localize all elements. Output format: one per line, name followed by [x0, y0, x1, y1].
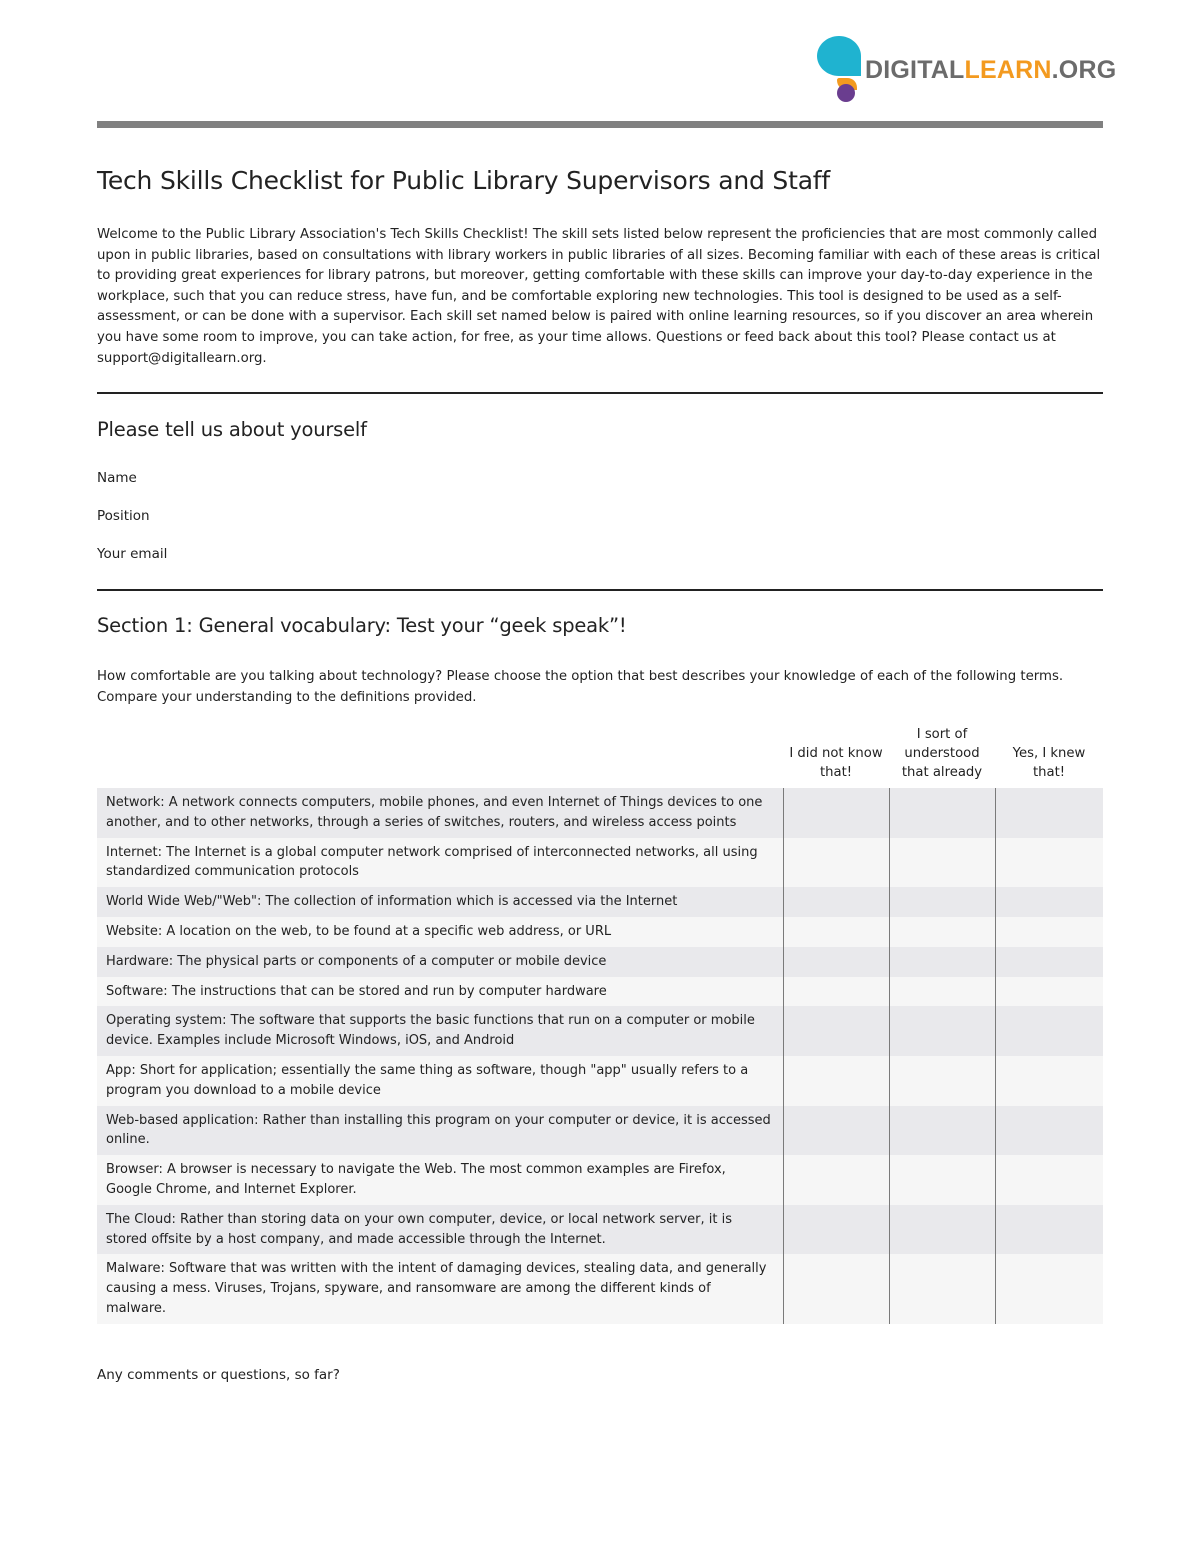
digitallearn-logo[interactable]	[817, 34, 1117, 104]
table-row	[97, 947, 1103, 977]
option-cell-yes[interactable]	[995, 1155, 1103, 1205]
option-cell-did-not-know[interactable]	[783, 917, 889, 947]
option-cell-yes[interactable]	[995, 977, 1103, 1007]
option-cell-sort-of[interactable]	[889, 917, 995, 947]
table-row	[97, 1106, 1103, 1156]
option-cell-yes[interactable]	[995, 1106, 1103, 1156]
option-cell-yes[interactable]	[995, 1056, 1103, 1106]
logo-part-learn: LEARN	[964, 56, 1052, 84]
option-cell-yes[interactable]	[995, 887, 1103, 917]
term-network: Network: A network connects computers, mobile phones, and even Internet of Things devices to one another, and to other networks, through a series of switches, routers, and wireless access points	[97, 788, 783, 838]
logo-part-digital: DIGITAL	[865, 56, 965, 84]
option-cell-did-not-know[interactable]	[783, 947, 889, 977]
table-row	[97, 1056, 1103, 1106]
option-cell-did-not-know[interactable]	[783, 887, 889, 917]
term-operating-system: Operating system: The software that supports the basic functions that run on a computer or mobile device. Examples include Microsoft Windows, iOS, and Android	[97, 1006, 783, 1056]
option-cell-did-not-know[interactable]	[783, 1205, 889, 1255]
option-cell-did-not-know[interactable]	[783, 1254, 889, 1323]
term-the-cloud: The Cloud: Rather than storing data on your own computer, device, or local network server, it is stored offsite by a host company, and made accessible through the Internet.	[97, 1205, 783, 1255]
term-internet: Internet: The Internet is a global computer network comprised of interconnected networks, all using standardized communication protocols	[97, 838, 783, 888]
option-cell-did-not-know[interactable]	[783, 977, 889, 1007]
term-column-header	[97, 725, 783, 788]
logo-bubbles-icon	[817, 34, 869, 104]
option-cell-sort-of[interactable]	[889, 1006, 995, 1056]
option-cell-did-not-know[interactable]	[783, 1056, 889, 1106]
option-cell-sort-of[interactable]	[889, 838, 995, 888]
term-hardware: Hardware: The physical parts or components of a computer or mobile device	[97, 947, 783, 977]
header-divider	[97, 121, 1103, 128]
table-row	[97, 838, 1103, 888]
position-field-label[interactable]: Position	[97, 508, 150, 524]
page-title: Tech Skills Checklist for Public Library Supervisors and Staff	[97, 166, 831, 195]
option-cell-sort-of[interactable]	[889, 1056, 995, 1106]
option-cell-did-not-know[interactable]	[783, 1006, 889, 1056]
column-header-did-not-know: I did not know that!	[789, 746, 883, 780]
column-header-sort-of-understood: I sort of understood that already	[901, 727, 983, 780]
table-row	[97, 1254, 1103, 1323]
option-cell-did-not-know[interactable]	[783, 1155, 889, 1205]
table-row	[97, 917, 1103, 947]
option-cell-yes[interactable]	[995, 947, 1103, 977]
section1-heading: Section 1: General vocabulary: Test your “geek speak”!	[97, 614, 627, 637]
option-cell-sort-of[interactable]	[889, 1205, 995, 1255]
table-row	[97, 788, 1103, 838]
option-cell-did-not-know[interactable]	[783, 838, 889, 888]
column-header-yes-knew: Yes, I knew that!	[1012, 746, 1086, 780]
option-cell-yes[interactable]	[995, 838, 1103, 888]
table-row	[97, 1205, 1103, 1255]
table-row	[97, 1006, 1103, 1056]
option-cell-yes[interactable]	[995, 788, 1103, 838]
divider-about	[97, 392, 1103, 394]
logo-wordmark	[865, 56, 1116, 85]
email-field-label[interactable]: Your email	[97, 546, 168, 562]
option-cell-did-not-know[interactable]	[783, 1106, 889, 1156]
table-row	[97, 977, 1103, 1007]
term-website: Website: A location on the web, to be found at a specific web address, or URL	[97, 917, 783, 947]
intro-paragraph: Welcome to the Public Library Association's Tech Skills Checklist! The skill sets listed below represent the proficiencies that are most commonly called upon in public libraries, based on consultations with library workers in public libraries of all sizes. Becoming familiar with each of these areas is critical to providing great experiences for library patrons, but moreover, getting comfortable with these skills can improve your day-to-day experience in the workplace, such that you can reduce stress, have fun, and be comfortable exploring new technologies. This tool is designed to be used as a self-assessment, or can be done with a supervisor. Each skill set named below is paired with online learning resources, so if you discover an area wherein you have some room to improve, you can take action, for free, as your time allows. Questions or feed back about this tool? Please contact us at support@digitallearn.org.	[97, 227, 1101, 366]
option-cell-sort-of[interactable]	[889, 1155, 995, 1205]
option-cell-did-not-know[interactable]	[783, 788, 889, 838]
about-heading: Please tell us about yourself	[97, 418, 367, 441]
term-browser: Browser: A browser is necessary to navigate the Web. The most common examples are Firefox, Google Chrome, and Internet Explorer.	[97, 1155, 783, 1205]
table-row	[97, 1155, 1103, 1205]
option-cell-yes[interactable]	[995, 1205, 1103, 1255]
term-software: Software: The instructions that can be stored and run by computer hardware	[97, 977, 783, 1007]
comments-prompt[interactable]: Any comments or questions, so far?	[97, 1367, 340, 1383]
term-web-based-application: Web-based application: Rather than installing this program on your computer or device, it is accessed online.	[97, 1106, 783, 1156]
table-header-row	[97, 725, 1103, 788]
name-field-label[interactable]: Name	[97, 470, 137, 486]
option-cell-sort-of[interactable]	[889, 887, 995, 917]
option-cell-sort-of[interactable]	[889, 947, 995, 977]
term-world-wide-web: World Wide Web/"Web": The collection of information which is accessed via the Internet	[97, 887, 783, 917]
vocabulary-checklist-table	[97, 725, 1103, 1324]
option-cell-sort-of[interactable]	[889, 788, 995, 838]
option-cell-sort-of[interactable]	[889, 1106, 995, 1156]
option-cell-yes[interactable]	[995, 1006, 1103, 1056]
divider-section1	[97, 589, 1103, 591]
table-row	[97, 887, 1103, 917]
logo-part-org: .ORG	[1051, 56, 1117, 84]
option-cell-sort-of[interactable]	[889, 977, 995, 1007]
option-cell-sort-of[interactable]	[889, 1254, 995, 1323]
term-malware: Malware: Software that was written with the intent of damaging devices, stealing data, and generally causing a mess. Viruses, Trojans, spyware, and ransomware are among the different kinds of malware.	[97, 1254, 783, 1323]
option-cell-yes[interactable]	[995, 917, 1103, 947]
section1-description: How comfortable are you talking about technology? Please choose the option that best describes your knowledge of each of the following terms. Compare your understanding to the definitions provided.	[97, 669, 1064, 705]
option-cell-yes[interactable]	[995, 1254, 1103, 1323]
term-app: App: Short for application; essentially the same thing as software, though "app" usually refers to a program you download to a mobile device	[97, 1056, 783, 1106]
